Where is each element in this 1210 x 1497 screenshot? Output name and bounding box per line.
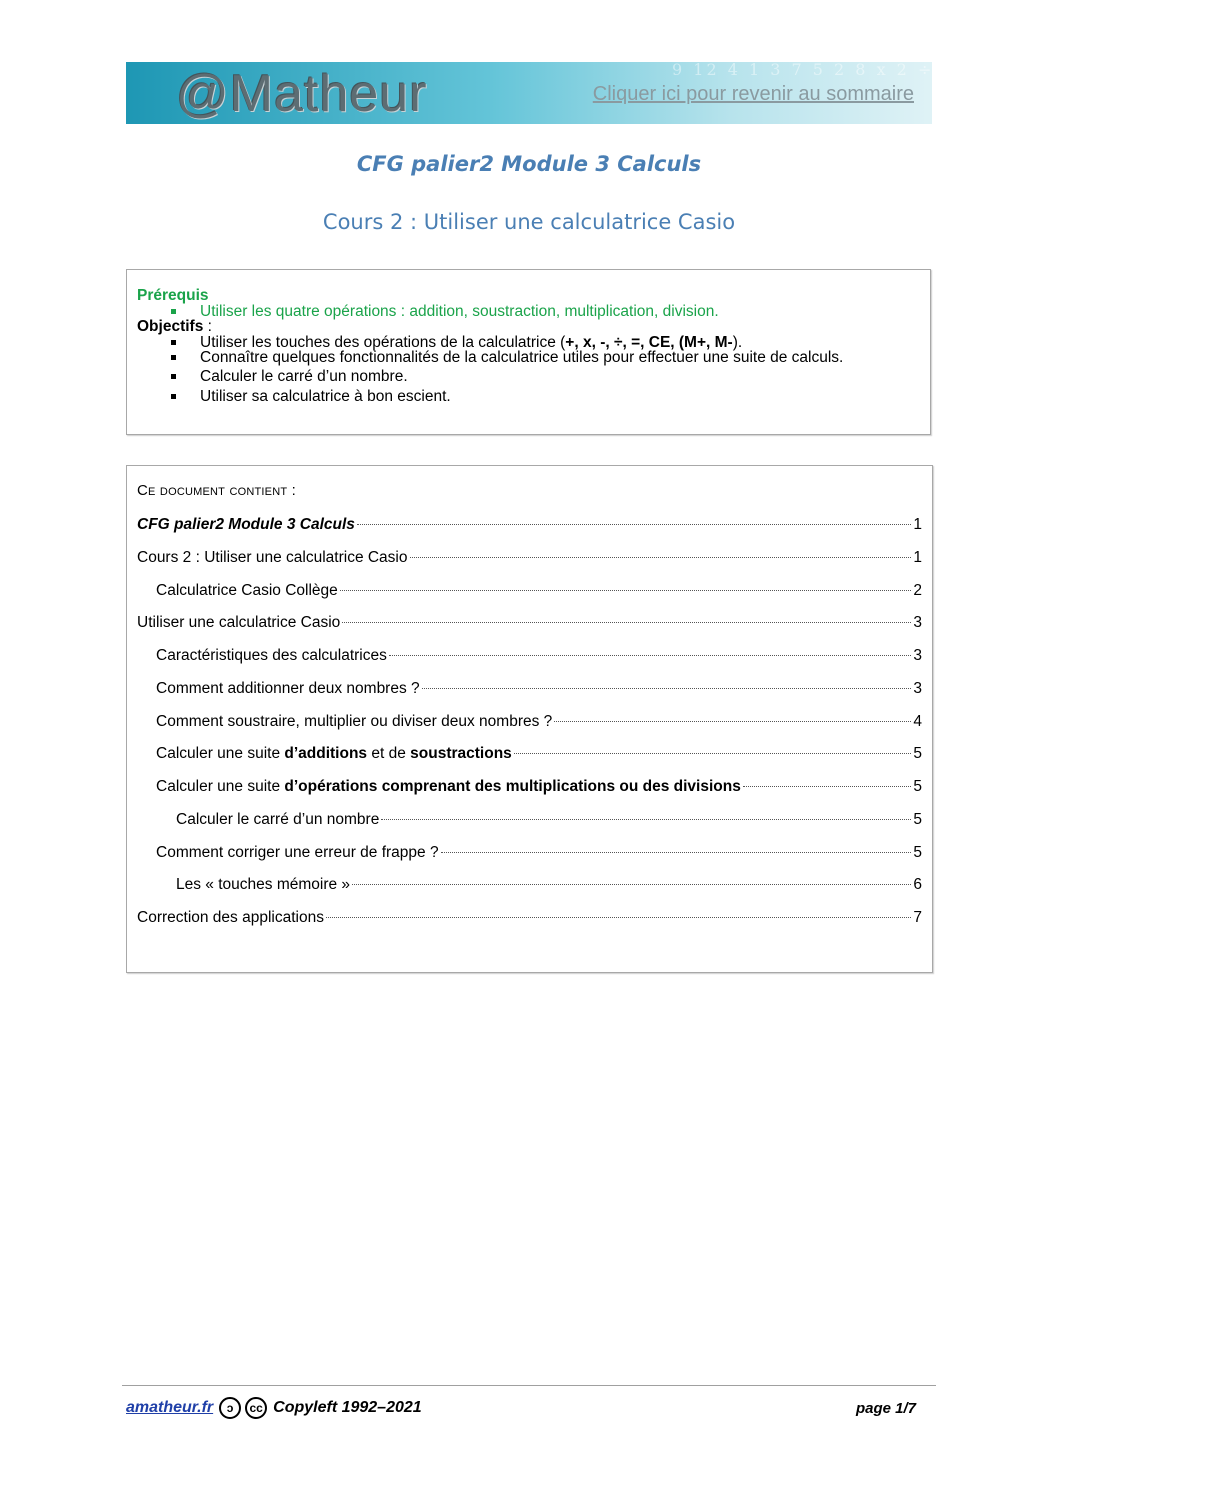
toc-entry-page: 5	[913, 745, 922, 762]
prerequis-item	[137, 304, 920, 320]
header-banner[interactable]	[126, 60, 1210, 124]
table-of-contents	[126, 465, 933, 973]
toc-entry-text: Comment corriger une erreur de frappe ?	[156, 844, 439, 861]
footer-divider	[122, 1385, 936, 1386]
toc-entry-text: Calculatrice Casio Collège	[156, 582, 338, 599]
prerequis-label: Prérequis	[137, 287, 209, 304]
toc-entry[interactable]	[156, 744, 922, 764]
toc-entry-page: 2	[913, 582, 922, 599]
toc-entry-page: 3	[913, 647, 922, 664]
toc-entry[interactable]	[156, 843, 922, 863]
toc-entry[interactable]	[156, 679, 922, 699]
document-subtitle: Cours 2 : Utiliser une calculatrice Casio	[322, 210, 736, 234]
toc-entry-text: Les « touches mémoire »	[176, 876, 351, 893]
toc-entry[interactable]	[137, 515, 922, 535]
page-footer	[126, 1397, 916, 1419]
objectif-item	[137, 369, 920, 385]
toc-entry[interactable]	[156, 777, 922, 797]
objectif-keys: +, x, -, ÷, =, CE, (M+, M-	[565, 333, 733, 351]
toc-entry-page: 3	[913, 680, 922, 697]
toc-entry-page: 1	[913, 516, 922, 533]
toc-entry-text: Calculer le carré d’un nombre	[176, 811, 380, 828]
toc-entry[interactable]	[137, 548, 922, 568]
bullet-icon	[171, 340, 176, 345]
toc-entry-text: Cours 2 : Utiliser une calculatrice Casio	[137, 549, 408, 566]
objectifs-label: Objectifs	[137, 318, 204, 335]
objectif-text: Calculer le carré d’un nombre.	[200, 367, 408, 385]
toc-entry[interactable]	[137, 613, 922, 633]
toc-entry-page: 3	[913, 614, 922, 631]
objectif-text-pre: Utiliser les touches des opérations de la calculatrice (	[200, 333, 566, 351]
toc-entry-text: Calculer une suite d’opérations comprenant des multiplications ou des divisions	[156, 778, 741, 795]
toc-entry-text: CFG palier2 Module 3 Calculs	[137, 516, 355, 533]
toc-entry-page: 5	[913, 778, 922, 795]
objectif-text: Connaître quelques fonctionnalités de la calculatrice utiles pour effectuer une suite de calculs.	[200, 349, 844, 366]
objectifs-colon: :	[203, 318, 212, 335]
objectif-text: Utiliser sa calculatrice à bon escient.	[200, 388, 451, 405]
site-logo: @Matheur	[176, 65, 428, 123]
toc-entry-page: 4	[913, 713, 922, 730]
toc-entry[interactable]	[176, 810, 922, 830]
objectif-text-post: ).	[732, 333, 743, 351]
bullet-icon	[171, 394, 176, 399]
license-icons	[219, 1397, 267, 1419]
creative-commons-icon: cc	[245, 1397, 267, 1419]
toc-entry-text: Calculer une suite d’additions et de soustractions	[156, 745, 512, 762]
copyleft-icon: ↄ	[219, 1397, 241, 1419]
copyleft-text: Copyleft 1992–2021	[273, 1399, 422, 1416]
toc-entry-page: 1	[913, 549, 922, 566]
back-to-summary-link[interactable]: Cliquer ici pour revenir au sommaire	[592, 83, 914, 105]
toc-heading: Ce document contient :	[137, 482, 297, 499]
banner-decoration: 9 12 4 1 3 7 5 2 8 x 2 ÷ 9 5 4 5 7 3 1 8 6 2 x 4 1	[672, 60, 1210, 79]
toc-entry-page: 5	[913, 844, 922, 861]
prerequis-item-text: Utiliser les quatre opérations : addition, soustraction, multiplication, division.	[200, 302, 719, 320]
objectif-item	[137, 335, 920, 351]
document-title: CFG palier2 Module 3 Calculs	[356, 152, 702, 176]
toc-entry[interactable]	[137, 908, 922, 928]
toc-entry-text: Comment soustraire, multiplier ou diviser deux nombres ?	[156, 713, 553, 730]
toc-entry-page: 7	[913, 909, 922, 926]
toc-entry-text: Caractéristiques des calculatrices	[156, 647, 387, 664]
page-number: page 1/7	[855, 1399, 916, 1417]
objectif-item	[137, 350, 920, 366]
toc-entry[interactable]	[156, 712, 922, 732]
toc-entry-page: 5	[913, 811, 922, 828]
toc-entry-page: 6	[913, 876, 922, 893]
bullet-icon	[171, 309, 176, 314]
prerequisites-box	[126, 269, 931, 435]
site-link[interactable]: amatheur.fr	[126, 1399, 214, 1416]
toc-entry-text: Comment additionner deux nombres ?	[156, 680, 420, 697]
toc-entry-text: Utiliser une calculatrice Casio	[137, 614, 341, 631]
bullet-icon	[171, 374, 176, 379]
toc-entry-text: Correction des applications	[137, 909, 324, 926]
bullet-icon	[171, 355, 176, 360]
toc-entry[interactable]	[156, 646, 922, 666]
objectifs-heading	[137, 319, 920, 335]
objectif-item	[137, 389, 920, 405]
toc-entry[interactable]	[176, 875, 922, 895]
toc-entry[interactable]	[156, 581, 922, 601]
